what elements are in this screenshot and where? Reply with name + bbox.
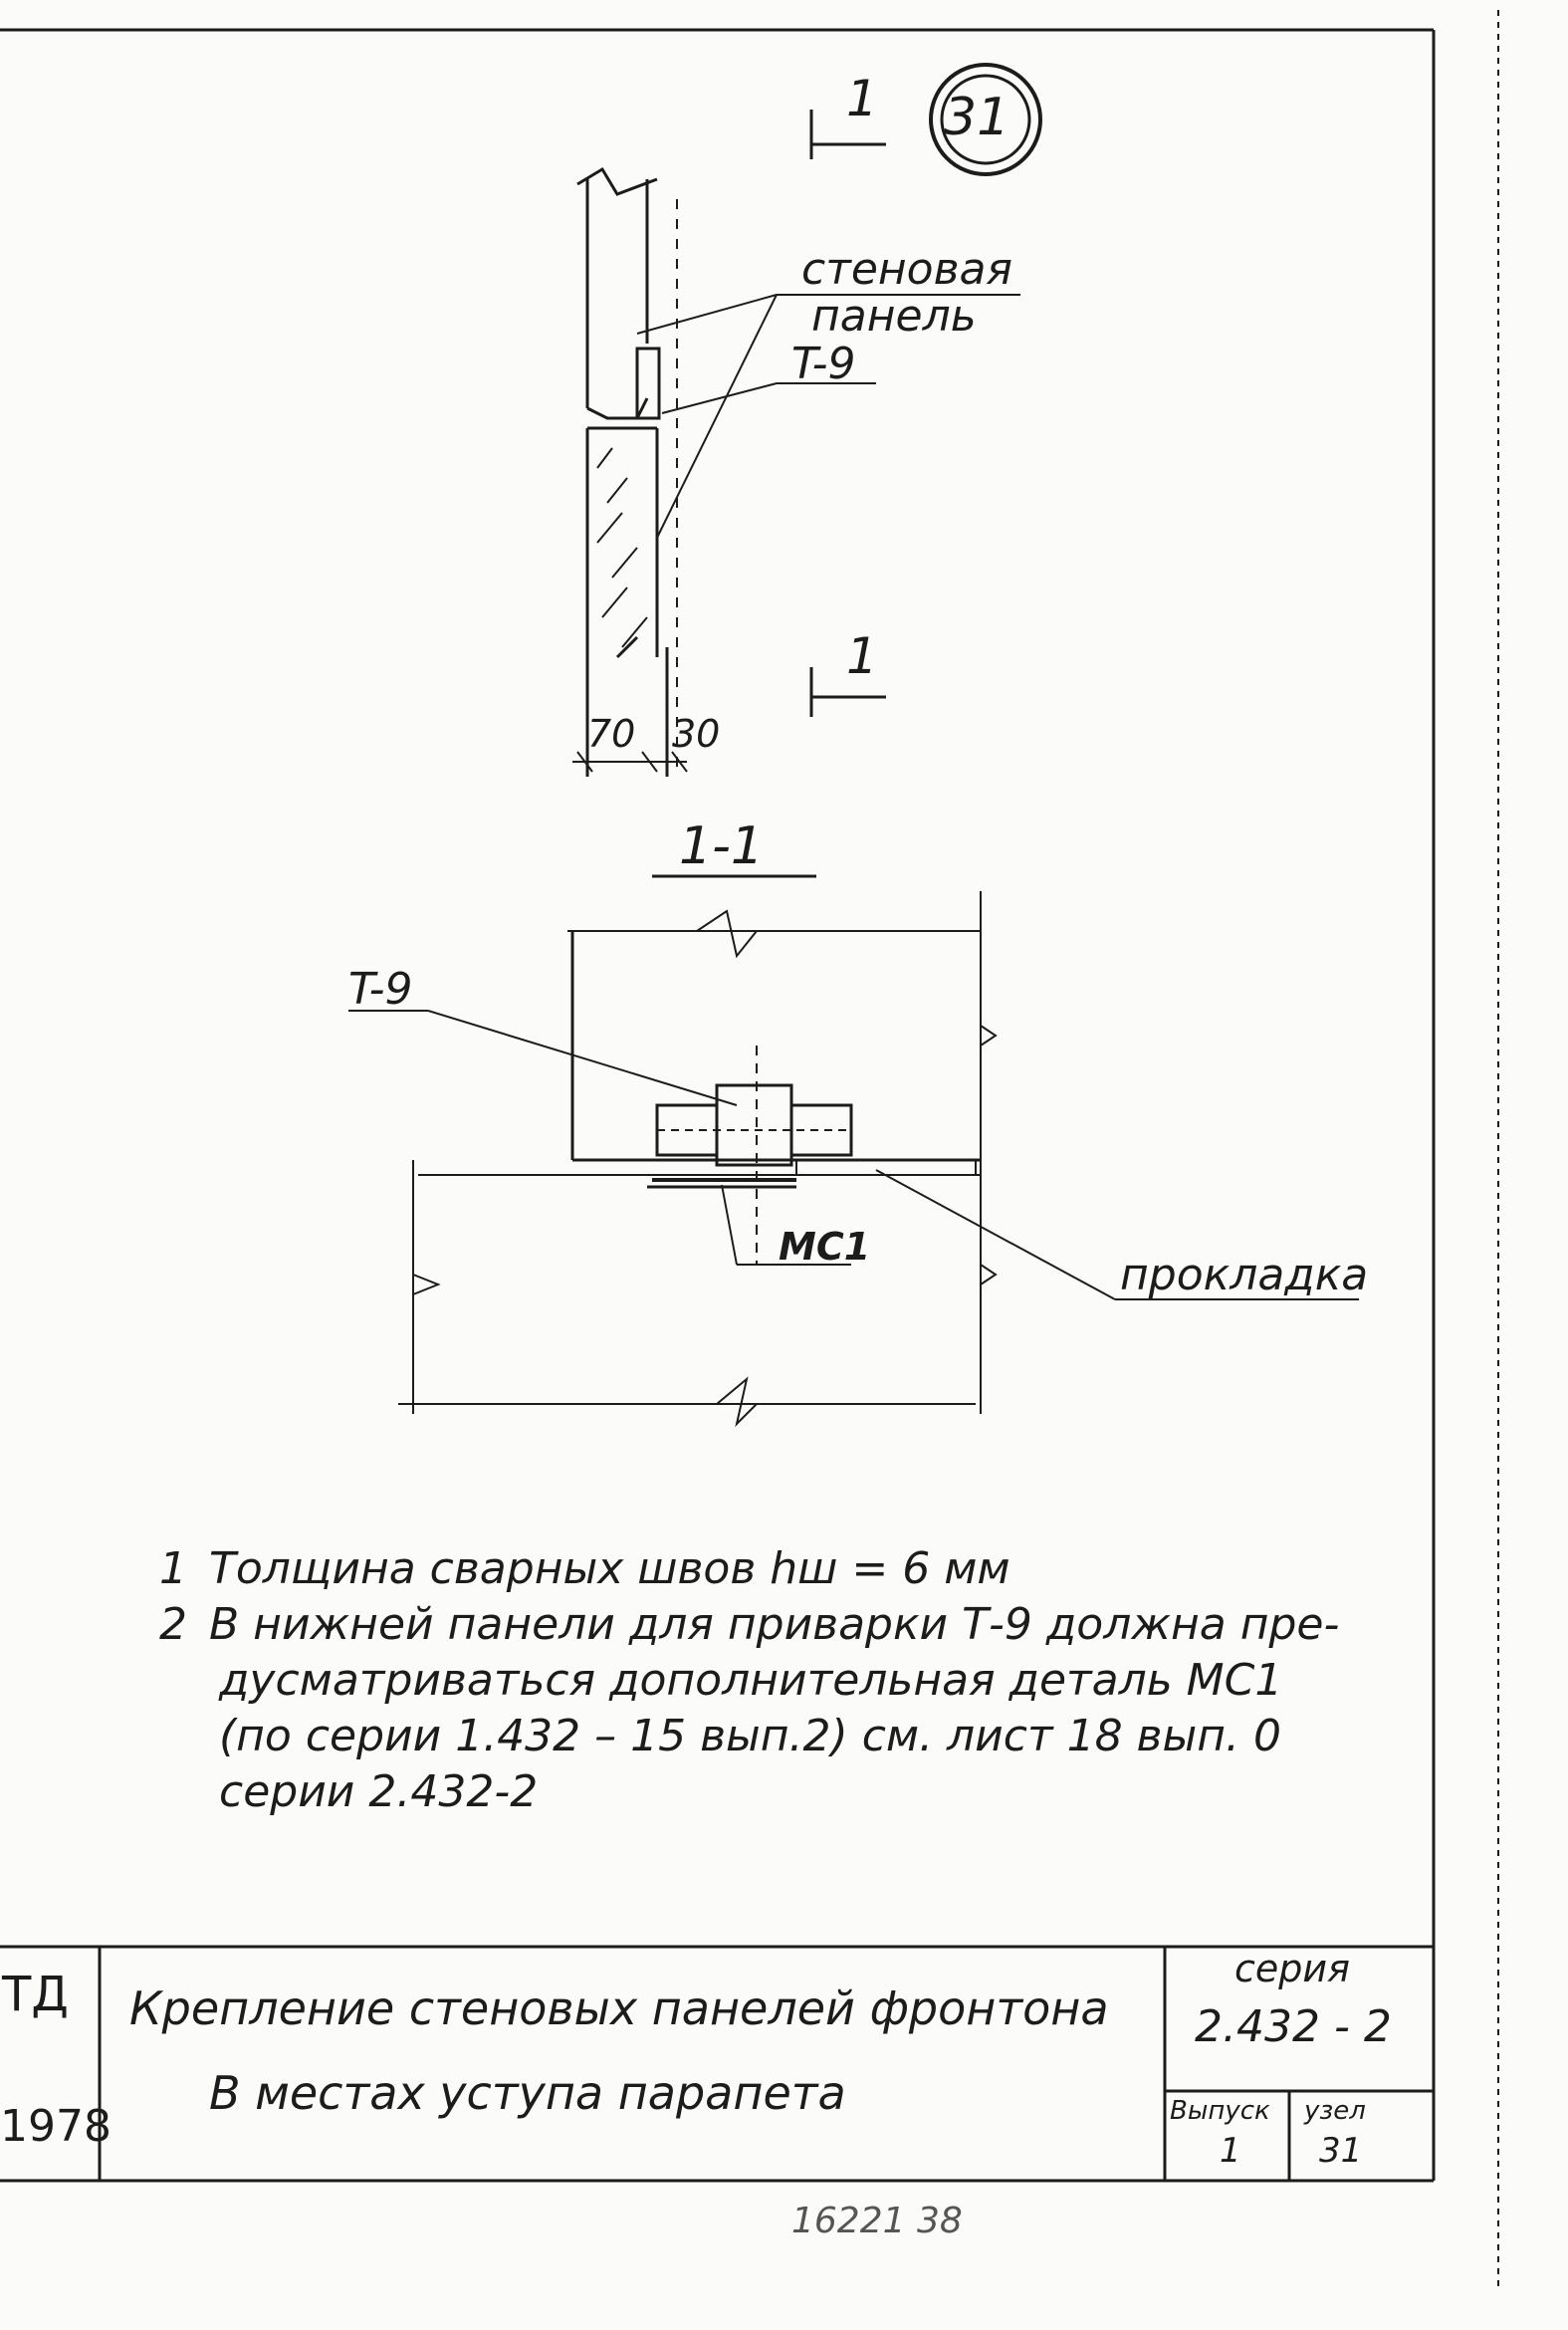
section-title: 1-1: [679, 816, 764, 876]
notes-block: [159, 1541, 1339, 1820]
series-label: серия: [1234, 1947, 1350, 1990]
section-mark-top-label: 1: [846, 70, 878, 127]
footer-stamp: 16221 38: [791, 2201, 963, 2241]
lower-wall-panel: [587, 199, 677, 777]
label-wall-panel-line2: панель: [811, 291, 977, 342]
dimension-70: 70: [587, 712, 636, 756]
label-mc1: МС1: [779, 1225, 871, 1269]
note-2: [159, 1597, 1339, 1653]
section-1-1-drawing: [398, 891, 996, 1424]
node-number: 31: [944, 88, 1010, 147]
concrete-hatching: [597, 448, 647, 647]
note-1-number: 1: [159, 1543, 187, 1594]
drawing-title-line1: Крепление стеновых панелей фронтона: [129, 1981, 1109, 2035]
title-block-td: ТД: [2, 1967, 69, 2022]
section-mark-bottom-label: 1: [846, 627, 878, 685]
node-label: узел: [1304, 2096, 1366, 2126]
note-2-line-3: (по серии 1.432 – 15 вып.2) см. лист 18 вып. 0: [219, 1711, 1281, 1761]
note-2-line-4: серии 2.432-2: [219, 1766, 539, 1817]
note-2-number: 2: [159, 1599, 187, 1650]
label-wall-panel-line1: стеновая: [801, 244, 1012, 295]
dimension-30: 30: [672, 712, 721, 756]
label-t9-upper: T-9: [791, 339, 856, 389]
issue-value: 1: [1220, 2131, 1241, 2171]
note-1: [159, 1541, 1339, 1597]
drawing-title-line2: В местах уступа парапета: [209, 2066, 846, 2120]
node-value: 31: [1319, 2131, 1363, 2171]
label-gasket: прокладка: [1120, 1250, 1369, 1300]
title-block-year: 1978: [0, 2101, 112, 2152]
upper-wall-panel: [577, 169, 659, 418]
note-2-line-1: В нижней панели для приварки Т-9 должна пре-: [209, 1599, 1340, 1650]
note-2-line-2: дусматриваться дополнительная деталь МС1: [219, 1655, 1283, 1706]
series-value: 2.432 - 2: [1195, 2001, 1392, 2052]
label-t9-section: T-9: [348, 964, 413, 1015]
issue-label: Выпуск: [1170, 2096, 1270, 2126]
note-1-line-1: Толщина сварных швов hш = 6 мм: [209, 1543, 1010, 1594]
